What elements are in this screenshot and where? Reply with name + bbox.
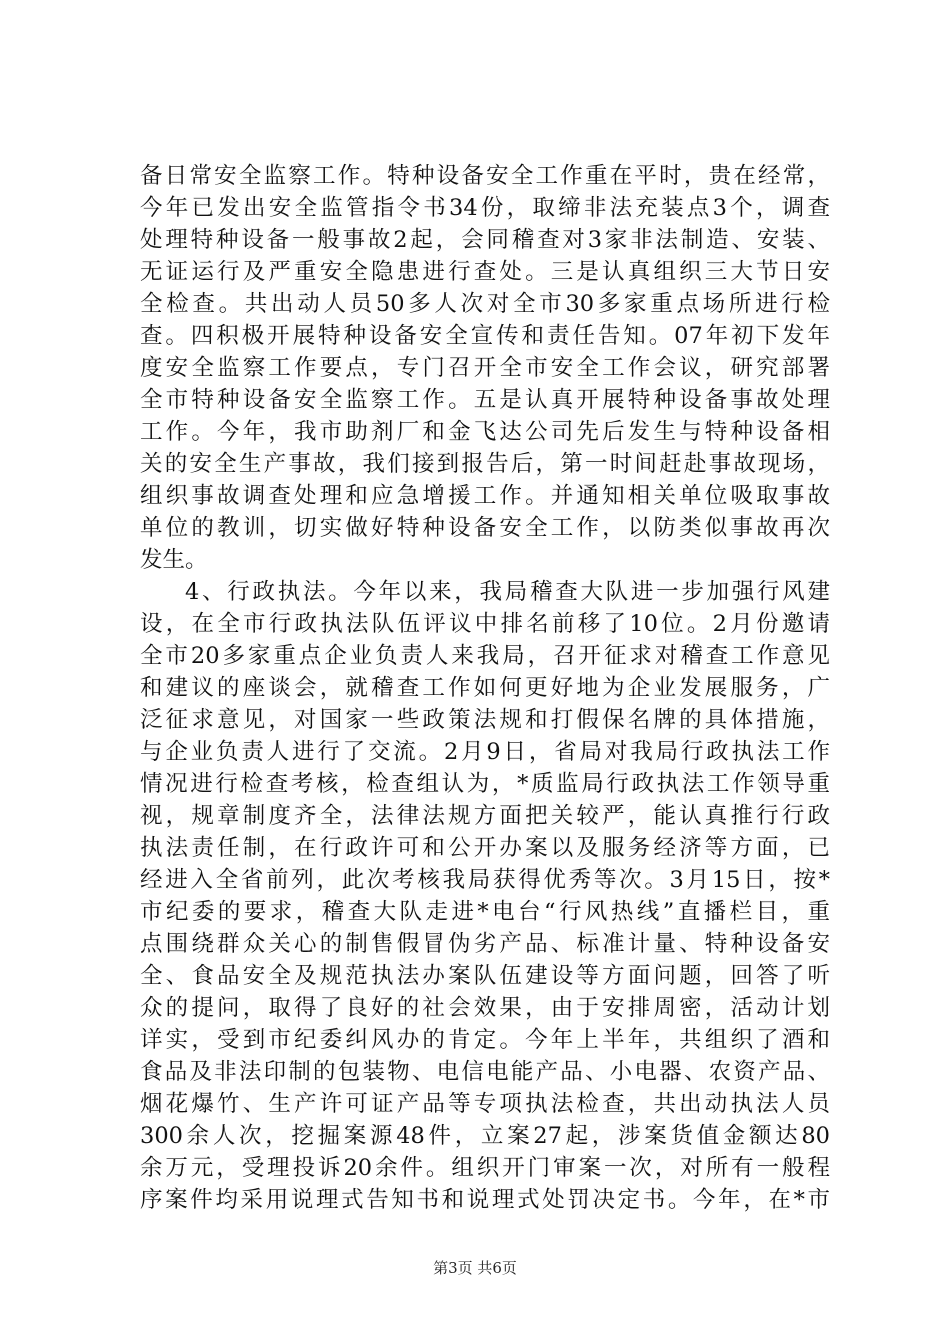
text-line: 单位的教训，切实做好特种设备安全工作，以防类似事故再次: [140, 515, 830, 541]
text-line: 食品及非法印制的包装物、电信电能产品、小电器、农资产品、: [140, 1059, 830, 1085]
text-line: 点围绕群众关心的制售假冒伪劣产品、标准计量、特种设备安: [140, 931, 830, 957]
paragraph-start-line: 4、行政执法。今年以来，我局稽查大队进一步加强行风建: [185, 579, 830, 605]
text-line: 全市特种设备安全监察工作。五是认真开展特种设备事故处理: [140, 387, 830, 413]
body-text: [140, 160, 830, 1216]
text-line: 设，在全市行政执法队伍评议中排名前移了10位。2月份邀请: [140, 611, 830, 637]
text-line: 序案件均采用说理式告知书和说理式处罚决定书。今年，在*市: [140, 1187, 830, 1213]
text-line: 全市20多家重点企业负责人来我局，召开征求对稽查工作意见: [140, 643, 830, 669]
text-line: 处理特种设备一般事故2起，会同稽查对3家非法制造、安装、: [140, 227, 830, 253]
text-line: 众的提问，取得了良好的社会效果，由于安排周密，活动计划: [140, 995, 830, 1021]
text-line: 和建议的座谈会，就稽查工作如何更好地为企业发展服务，广: [140, 675, 830, 701]
text-line: 执法责任制，在行政许可和公开办案以及服务经济等方面，已: [140, 835, 830, 861]
text-line: 今年已发出安全监管指令书34份，取缔非法充装点3个，调查: [140, 195, 830, 221]
text-line: 泛征求意见，对国家一些政策法规和打假保名牌的具体措施，: [140, 707, 830, 733]
text-line: 全检查。共出动人员50多人次对全市30多家重点场所进行检: [140, 291, 830, 317]
text-line: 工作。今年，我市助剂厂和金飞达公司先后发生与特种设备相: [140, 419, 830, 445]
text-line: 备日常安全监察工作。特种设备安全工作重在平时，贵在经常，: [140, 163, 830, 189]
text-line: 组织事故调查处理和应急增援工作。并通知相关单位吸取事故: [140, 483, 830, 509]
text-line: 经进入全省前列，此次考核我局获得优秀等次。3月15日，按*: [140, 867, 830, 893]
text-line: 情况进行检查考核，检查组认为，*质监局行政执法工作领导重: [140, 771, 830, 797]
text-line: 查。四积极开展特种设备安全宣传和责任告知。07年初下发年: [140, 323, 830, 349]
text-line: 视，规章制度齐全，法律法规方面把关较严，能认真推行行政: [140, 803, 830, 829]
text-line: 发生。: [140, 547, 208, 573]
text-line: 与企业负责人进行了交流。2月9日，省局对我局行政执法工作: [140, 739, 830, 765]
text-line: 全、食品安全及规范执法办案队伍建设等方面问题，回答了听: [140, 963, 830, 989]
text-line: 无证运行及严重安全隐患进行查处。三是认真组织三大节日安: [140, 259, 830, 285]
text-line: 余万元，受理投诉20余件。组织开门审案一次，对所有一般程: [140, 1155, 830, 1181]
text-line: 详实，受到市纪委纠风办的肯定。今年上半年，共组织了酒和: [140, 1027, 830, 1053]
page-number-footer: 第3页 共6页: [433, 1259, 517, 1277]
text-line: 市纪委的要求，稽查大队走进*电台“行风热线”直播栏目，重: [140, 899, 830, 925]
text-line: 烟花爆竹、生产许可证产品等专项执法检查，共出动执法人员: [140, 1091, 830, 1117]
text-line: 关的安全生产事故，我们接到报告后，第一时间赶赴事故现场，: [140, 451, 830, 477]
text-line: 300余人次，挖掘案源48件，立案27起，涉案货值金额达80: [140, 1123, 830, 1149]
text-line: 度安全监察工作要点，专门召开全市安全工作会议，研究部署: [140, 355, 830, 381]
